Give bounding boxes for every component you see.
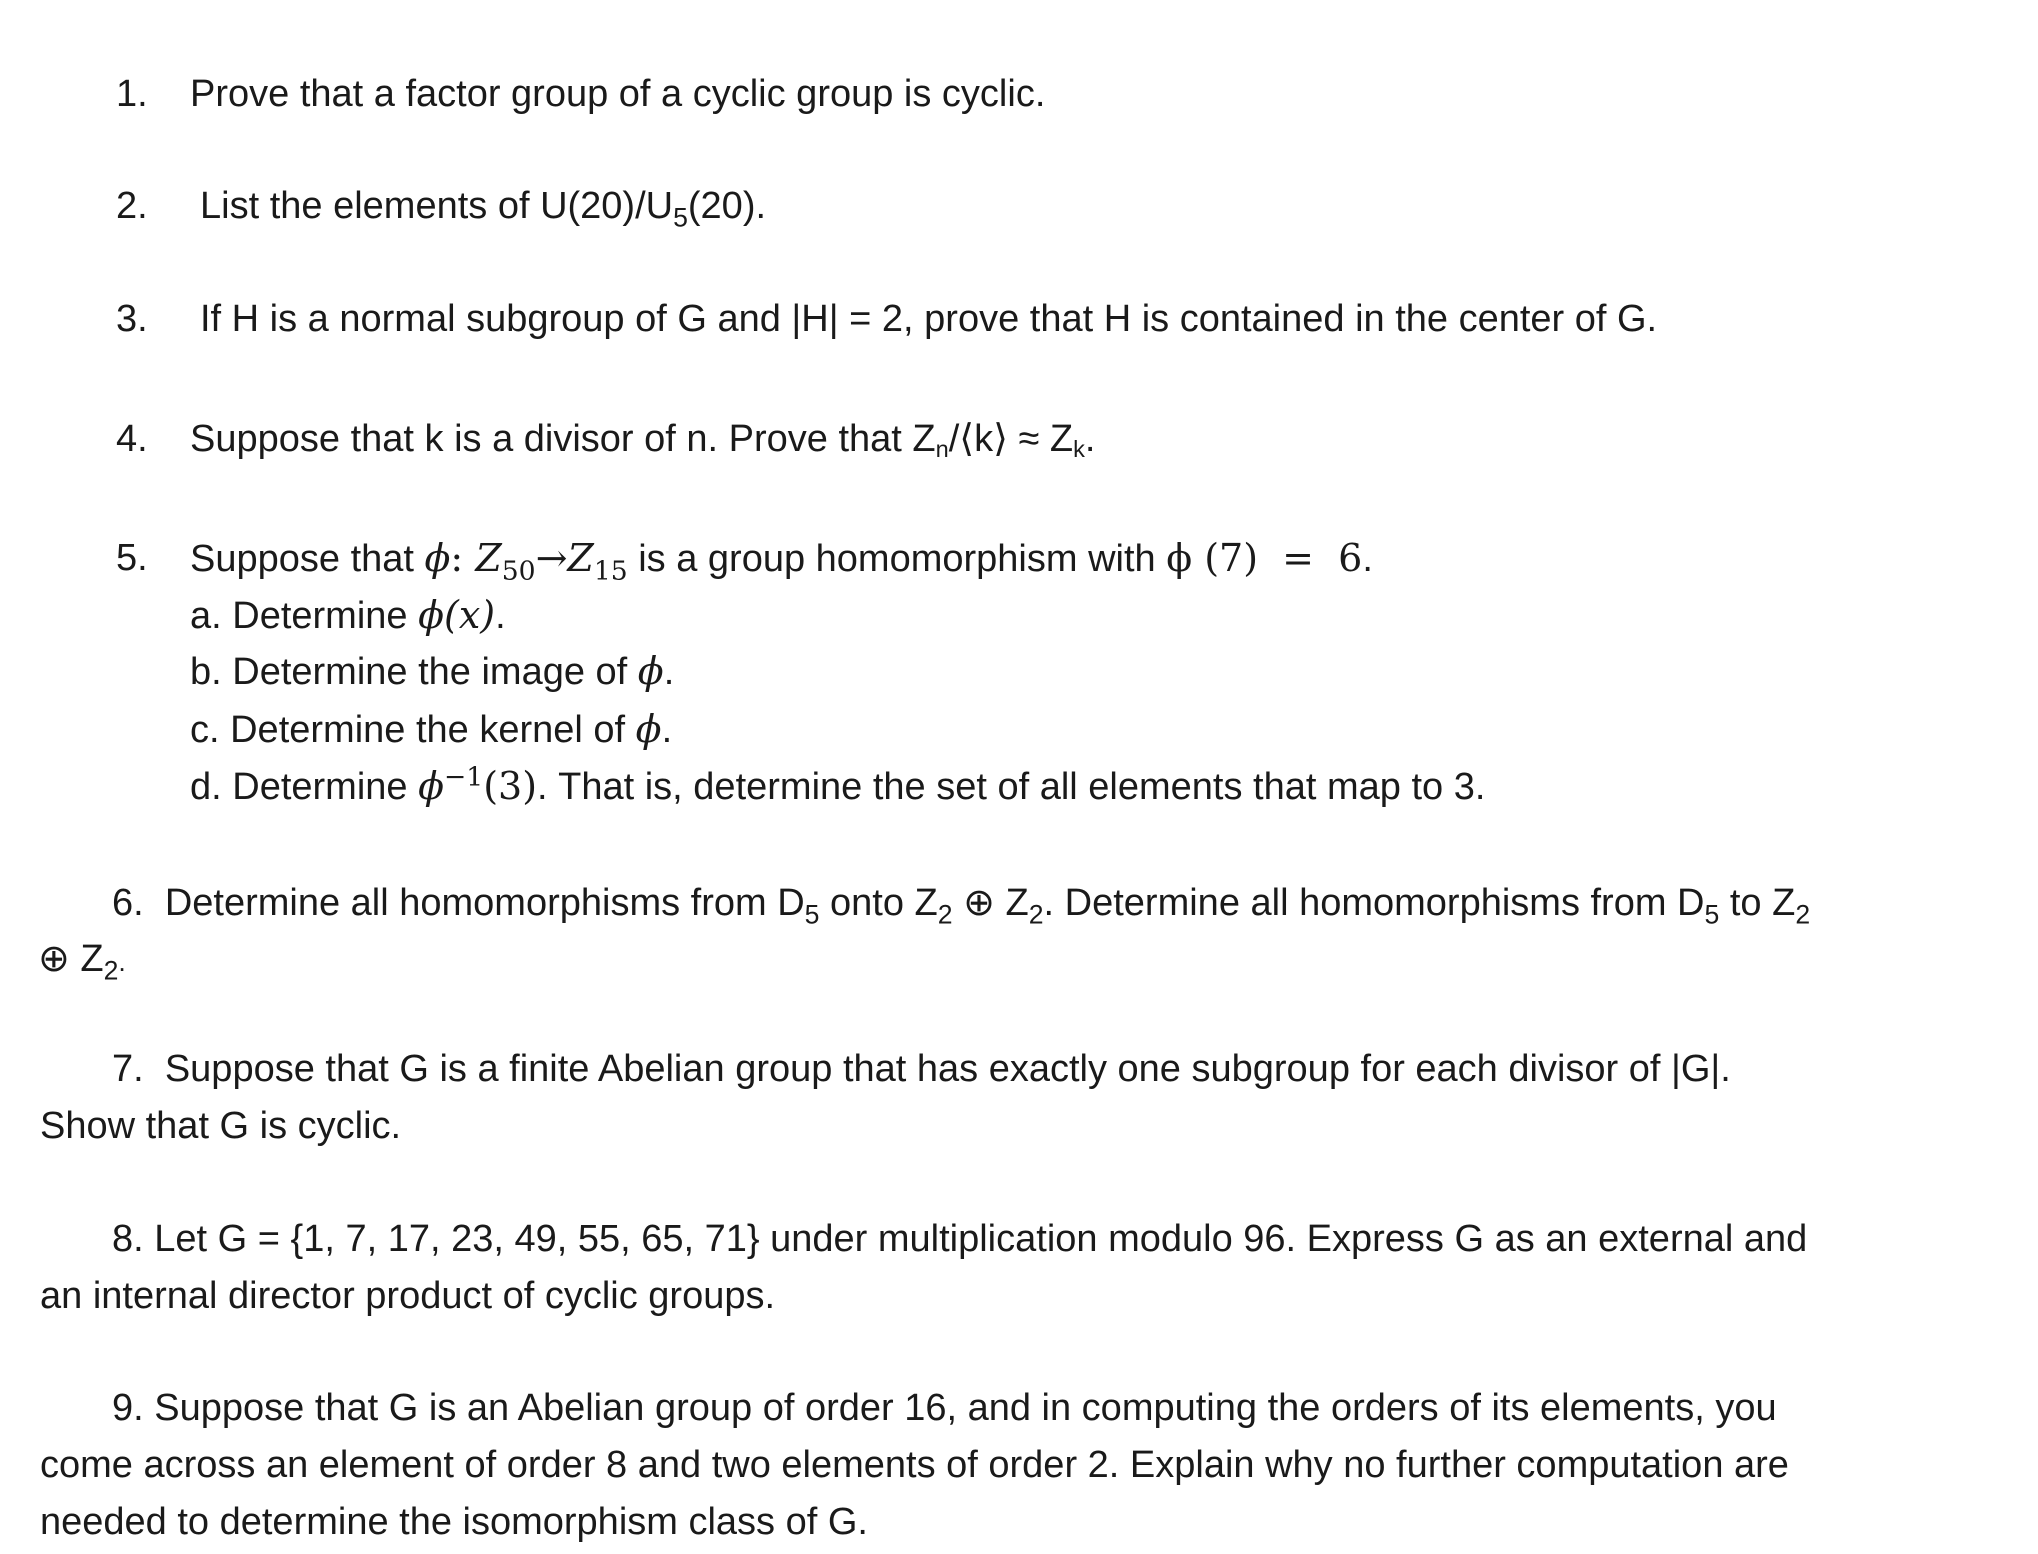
question-text: Prove that a factor group of a cyclic group is cyclic. (190, 73, 1046, 115)
question-text: 6. Determine all homomorphisms from $D_5$ onto $Z_2$ ⊕ $Z_2$. Determine all homomorphisms from $D_5$ to $Z_2$ (112, 880, 1811, 930)
question-number: 5. (116, 537, 148, 579)
question-text-continued: come across an element of order 8 and two elements of order 2. Explain why no further computation are (40, 1444, 1789, 1486)
question-part-d: d. Determine $\phi^{-1}(3)$. That is, determine the set of all elements that map to 3. (190, 761, 1486, 808)
question-number: 4. (116, 418, 148, 460)
question-text-continued: an internal director product of cyclic groups. (40, 1275, 776, 1317)
question-text: 7. Suppose that G is a finite Abelian group that has exactly one subgroup for each divisor of |G|. (112, 1048, 1731, 1090)
question-number: 3. (116, 298, 148, 340)
question-text: Suppose that ϕ: $Z_{50}\to Z_{15}$ is a group homomorphism with ϕ (7) = 6. (190, 536, 1373, 587)
question-number: 2. (116, 185, 148, 227)
question-part-b: b. Determine the image of ϕ. (190, 649, 675, 693)
question-text: If H is a normal subgroup of G and |H| = 2, prove that H is contained in the center of G. (200, 298, 1658, 340)
question-text: 9. Suppose that G is an Abelian group of order 16, and in computing the orders of its elements, you (112, 1387, 1777, 1429)
question-text: 8. Let G = {1, 7, 17, 23, 49, 55, 65, 71} under multiplication modulo 96. Express G as an external and (112, 1218, 1808, 1260)
oplus-icon: ⊕ (38, 936, 70, 980)
question-text: List the elements of $U(20)/U_5(20)$. (200, 185, 767, 233)
question-part-a: a. Determine ϕ(x). (190, 593, 506, 637)
question-text: Suppose that k is a divisor of n. Prove that Zn/⟨k⟩ ≈ Zk. (190, 418, 1096, 462)
question-part-c: c. Determine the kernel of ϕ. (190, 707, 673, 751)
question-text-continued: Show that G is cyclic. (40, 1105, 402, 1147)
oplus-icon: ⊕ (963, 880, 995, 924)
question-text-continued: ⊕ $Z_2$. (38, 936, 126, 986)
question-number: 1. (116, 73, 148, 115)
question-text-continued: needed to determine the isomorphism class of G. (40, 1501, 868, 1543)
